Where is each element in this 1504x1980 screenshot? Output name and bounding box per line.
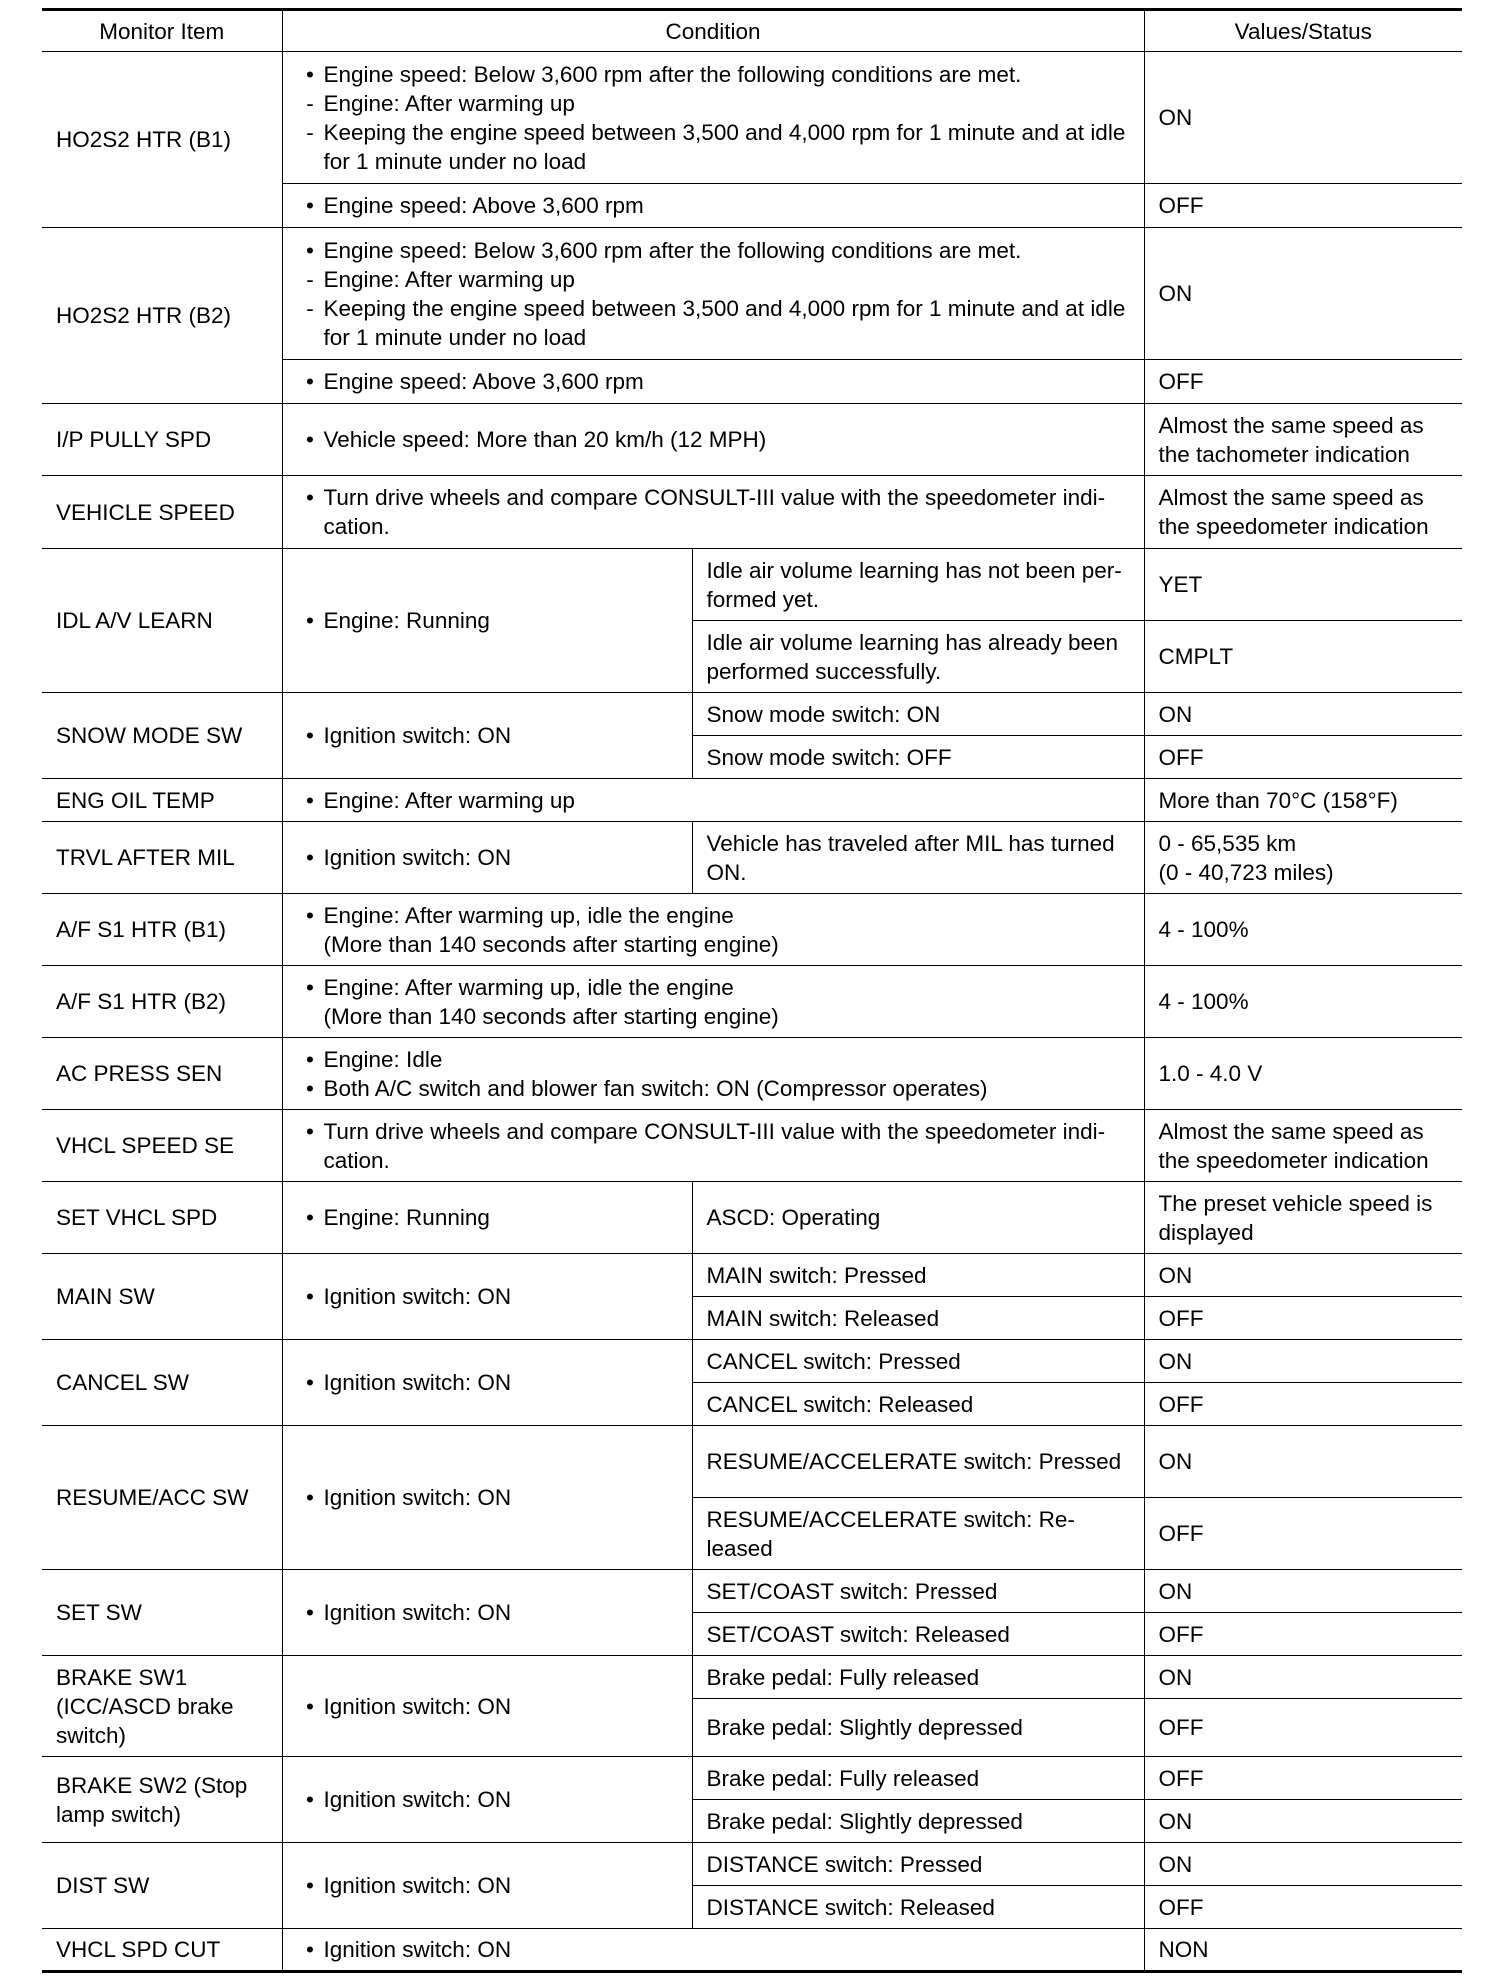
condition-text: Engine speed: Below 3,600 rpm after the following conditions are met. bbox=[323, 61, 1022, 87]
condition bbox=[282, 476, 1144, 549]
sub-condition: RESUME/ACCELERATE switch: Pressed bbox=[692, 1426, 1144, 1498]
value-status: ON bbox=[1144, 1426, 1462, 1498]
value-status bbox=[1144, 822, 1462, 894]
bullet-icon: • bbox=[306, 193, 314, 218]
condition-text: Engine: Idle bbox=[323, 1046, 443, 1072]
condition-text: Ignition switch: ON bbox=[323, 1693, 512, 1719]
bullet-icon: • bbox=[306, 1118, 314, 1144]
monitor-item: A/F S1 HTR (B1) bbox=[42, 894, 282, 966]
monitor-item: HO2S2 HTR (B2) bbox=[42, 228, 282, 404]
condition-text: Engine speed: Above 3,600 rpm bbox=[323, 193, 644, 218]
monitor-item: TRVL AFTER MIL bbox=[42, 822, 282, 894]
monitor-item: CANCEL SW bbox=[42, 1340, 282, 1426]
condition-text: Engine: After warming up, idle the engine bbox=[323, 902, 734, 928]
value-line: Almost the same speed as bbox=[1158, 412, 1424, 438]
condition-line bbox=[297, 191, 1130, 220]
sub-condition: DISTANCE switch: Released bbox=[692, 1886, 1144, 1929]
table-row bbox=[42, 1843, 1462, 1886]
condition bbox=[282, 966, 1144, 1038]
sub-condition: Snow mode switch: ON bbox=[692, 693, 1144, 736]
bullet-icon: • bbox=[306, 1600, 314, 1625]
value-line: displayed bbox=[1158, 1219, 1254, 1245]
value-status: YET bbox=[1144, 549, 1462, 621]
sub-condition: Brake pedal: Slightly depressed bbox=[692, 1699, 1144, 1757]
value-line: More than 70°C (158°F) bbox=[1158, 787, 1398, 813]
table-row bbox=[42, 822, 1462, 894]
condition bbox=[282, 1929, 1144, 1972]
value-status: OFF bbox=[1144, 1498, 1462, 1570]
value-line: The preset vehicle speed is bbox=[1158, 1190, 1433, 1216]
sub-condition: DISTANCE switch: Pressed bbox=[692, 1843, 1144, 1886]
monitor-item: BRAKE SW2 (Stop lamp switch) bbox=[42, 1757, 282, 1843]
condition-text: Engine: After warming up bbox=[323, 90, 575, 116]
table-row bbox=[42, 1038, 1462, 1110]
condition-text: Ignition switch: ON bbox=[323, 1937, 512, 1962]
sub-condition: Snow mode switch: OFF bbox=[692, 736, 1144, 779]
condition-line bbox=[297, 1598, 678, 1627]
condition-text: Ignition switch: ON bbox=[323, 1873, 512, 1898]
dash-icon: - bbox=[306, 295, 314, 321]
sub-condition: CANCEL switch: Pressed bbox=[692, 1340, 1144, 1383]
bullet-icon: • bbox=[306, 1937, 314, 1962]
indent-spacer bbox=[297, 930, 324, 959]
condition-text: Turn drive wheels and compare CONSULT-III value with the speedometer indi-cation. bbox=[323, 485, 1106, 539]
condition-line bbox=[297, 1117, 1130, 1175]
sub-condition: Idle air volume learning has not been per-formed yet. bbox=[692, 549, 1144, 621]
value-line: NON bbox=[1158, 1937, 1209, 1962]
condition-text: Ignition switch: ON bbox=[323, 845, 512, 870]
value-line: 4 - 100% bbox=[1158, 917, 1249, 942]
bullet-icon: • bbox=[306, 845, 314, 870]
monitor-item-table-page bbox=[42, 8, 1462, 1973]
table-row bbox=[42, 1182, 1462, 1254]
sub-condition: Idle air volume learning has already been performed successfully. bbox=[692, 621, 1144, 693]
condition-text: (More than 140 seconds after starting engine) bbox=[323, 1003, 779, 1029]
table-row bbox=[42, 894, 1462, 966]
value-line: (0 - 40,723 miles) bbox=[1158, 859, 1334, 885]
monitor-item-table bbox=[42, 8, 1462, 1973]
bullet-icon: • bbox=[306, 1370, 314, 1395]
condition-line bbox=[297, 1368, 678, 1397]
condition-text: Engine: Running bbox=[323, 608, 490, 633]
condition bbox=[282, 1110, 1144, 1182]
value-status bbox=[1144, 966, 1462, 1038]
value-status bbox=[1144, 1110, 1462, 1182]
condition-line bbox=[297, 786, 1130, 815]
bullet-icon: • bbox=[306, 485, 314, 510]
condition-text: Vehicle speed: More than 20 km/h (12 MPH) bbox=[323, 427, 767, 452]
bullet-icon: • bbox=[306, 1873, 314, 1898]
condition-text: Engine speed: Above 3,600 rpm bbox=[323, 369, 644, 394]
table-row bbox=[42, 404, 1462, 476]
bullet-icon: • bbox=[306, 1046, 314, 1072]
table-row bbox=[42, 1656, 1462, 1699]
condition-line bbox=[297, 1002, 1130, 1031]
condition-text: Ignition switch: ON bbox=[323, 1787, 512, 1812]
indent-spacer bbox=[297, 1002, 324, 1031]
monitor-item: AC PRESS SEN bbox=[42, 1038, 282, 1110]
table-row bbox=[42, 693, 1462, 736]
table-row bbox=[42, 779, 1462, 822]
monitor-item: A/F S1 HTR (B2) bbox=[42, 966, 282, 1038]
condition bbox=[282, 52, 1144, 184]
condition-text: Keeping the engine speed between 3,500 and 4,000 rpm for 1 minute and at idle for 1 minute under no load bbox=[323, 295, 1126, 350]
dash-icon: - bbox=[306, 119, 314, 145]
bullet-icon: • bbox=[306, 1075, 314, 1101]
value-status: OFF bbox=[1144, 1613, 1462, 1656]
value-status bbox=[1144, 476, 1462, 549]
monitor-item: MAIN SW bbox=[42, 1254, 282, 1340]
condition-text: (More than 140 seconds after starting engine) bbox=[323, 931, 779, 957]
header-row bbox=[42, 10, 1462, 52]
bullet-icon: • bbox=[306, 608, 314, 633]
value-status: ON bbox=[1144, 1254, 1462, 1297]
table-row bbox=[42, 476, 1462, 549]
condition-text: Ignition switch: ON bbox=[323, 1370, 512, 1395]
bullet-icon: • bbox=[306, 369, 314, 394]
condition bbox=[282, 404, 1144, 476]
condition-text: Ignition switch: ON bbox=[323, 1284, 512, 1309]
condition-line bbox=[297, 1045, 1130, 1074]
condition bbox=[282, 360, 1144, 404]
value-status bbox=[1144, 1182, 1462, 1254]
condition-text: Ignition switch: ON bbox=[323, 1485, 512, 1510]
condition-text: Engine: After warming up, idle the engine bbox=[323, 974, 734, 1000]
condition-text: Engine: After warming up bbox=[323, 787, 575, 813]
sub-condition: ASCD: Operating bbox=[692, 1182, 1144, 1254]
condition-text: Ignition switch: ON bbox=[323, 723, 512, 748]
condition-line bbox=[297, 425, 1130, 454]
sub-condition: RESUME/ACCELERATE switch: Re-leased bbox=[692, 1498, 1144, 1570]
condition-text: Engine speed: Below 3,600 rpm after the following conditions are met. bbox=[323, 237, 1022, 263]
value-status: OFF bbox=[1144, 1757, 1462, 1800]
table-row bbox=[42, 1757, 1462, 1800]
condition-line bbox=[297, 1935, 1130, 1964]
condition bbox=[282, 894, 1144, 966]
table-row bbox=[42, 1340, 1462, 1383]
bullet-icon: • bbox=[306, 1205, 314, 1230]
condition-line bbox=[297, 843, 678, 872]
table-row bbox=[42, 1570, 1462, 1613]
condition-line bbox=[297, 483, 1130, 541]
table-row bbox=[42, 1426, 1462, 1498]
sub-condition: Brake pedal: Fully released bbox=[692, 1757, 1144, 1800]
condition bbox=[282, 822, 692, 894]
value-status: ON bbox=[1144, 228, 1462, 360]
condition-text: Keeping the engine speed between 3,500 and 4,000 rpm for 1 minute and at idle for 1 minute under no load bbox=[323, 119, 1126, 174]
monitor-item: I/P PULLY SPD bbox=[42, 404, 282, 476]
bullet-icon: • bbox=[306, 787, 314, 813]
sub-condition: SET/COAST switch: Released bbox=[692, 1613, 1144, 1656]
condition-line bbox=[297, 265, 1130, 294]
condition-line bbox=[297, 1282, 678, 1311]
condition-line bbox=[297, 1074, 1130, 1103]
dash-icon: - bbox=[306, 266, 314, 292]
condition-line bbox=[297, 236, 1130, 265]
value-status bbox=[1144, 1038, 1462, 1110]
condition-line bbox=[297, 901, 1130, 930]
condition-text: Ignition switch: ON bbox=[323, 1600, 512, 1625]
monitor-item: SNOW MODE SW bbox=[42, 693, 282, 779]
monitor-item: BRAKE SW1 (ICC/ASCD brake switch) bbox=[42, 1656, 282, 1757]
dash-icon: - bbox=[306, 90, 314, 116]
sub-condition: Vehicle has traveled after MIL has turned ON. bbox=[692, 822, 1144, 894]
monitor-item: HO2S2 HTR (B1) bbox=[42, 52, 282, 228]
condition-line bbox=[297, 294, 1130, 352]
value-status: OFF bbox=[1144, 1297, 1462, 1340]
table-row bbox=[42, 1254, 1462, 1297]
header-monitor-item: Monitor Item bbox=[42, 10, 282, 52]
value-status: ON bbox=[1144, 52, 1462, 184]
value-status bbox=[1144, 894, 1462, 966]
value-status bbox=[1144, 1929, 1462, 1972]
condition-line bbox=[297, 1483, 678, 1512]
condition-line bbox=[297, 973, 1130, 1002]
sub-condition: Brake pedal: Fully released bbox=[692, 1656, 1144, 1699]
condition-line bbox=[297, 606, 678, 635]
condition bbox=[282, 184, 1144, 228]
monitor-item: SET SW bbox=[42, 1570, 282, 1656]
table-row bbox=[42, 549, 1462, 621]
bullet-icon: • bbox=[306, 1693, 314, 1719]
table-row bbox=[42, 1929, 1462, 1972]
sub-condition: CANCEL switch: Released bbox=[692, 1383, 1144, 1426]
sub-condition: MAIN switch: Pressed bbox=[692, 1254, 1144, 1297]
monitor-item: SET VHCL SPD bbox=[42, 1182, 282, 1254]
sub-condition: SET/COAST switch: Pressed bbox=[692, 1570, 1144, 1613]
table-row bbox=[42, 228, 1462, 360]
value-status: ON bbox=[1144, 1340, 1462, 1383]
monitor-item: ENG OIL TEMP bbox=[42, 779, 282, 822]
condition-line bbox=[297, 1871, 678, 1900]
condition-text: Engine: After warming up bbox=[323, 266, 575, 292]
condition bbox=[282, 1254, 692, 1340]
condition-text: Engine: Running bbox=[323, 1205, 490, 1230]
bullet-icon: • bbox=[306, 974, 314, 1000]
value-status: OFF bbox=[1144, 1886, 1462, 1929]
bullet-icon: • bbox=[306, 427, 314, 452]
value-status: ON bbox=[1144, 1570, 1462, 1613]
value-line: the speedometer indication bbox=[1158, 514, 1429, 539]
monitor-item: IDL A/V LEARN bbox=[42, 549, 282, 693]
condition-line bbox=[297, 721, 678, 750]
condition bbox=[282, 1182, 692, 1254]
condition bbox=[282, 1340, 692, 1426]
condition-line bbox=[297, 1692, 678, 1721]
value-status: OFF bbox=[1144, 360, 1462, 404]
bullet-icon: • bbox=[306, 1485, 314, 1510]
value-status: ON bbox=[1144, 1656, 1462, 1699]
value-line: 0 - 65,535 km bbox=[1158, 830, 1297, 856]
value-status: ON bbox=[1144, 693, 1462, 736]
monitor-item: VHCL SPD CUT bbox=[42, 1929, 282, 1972]
condition-text: Turn drive wheels and compare CONSULT-III value with the speedometer indi-cation. bbox=[323, 1118, 1106, 1173]
value-status: OFF bbox=[1144, 184, 1462, 228]
condition bbox=[282, 1038, 1144, 1110]
monitor-item: VHCL SPEED SE bbox=[42, 1110, 282, 1182]
value-status: ON bbox=[1144, 1843, 1462, 1886]
condition-text: Both A/C switch and blower fan switch: ON (Compressor operates) bbox=[323, 1075, 988, 1101]
condition-line bbox=[297, 1203, 678, 1232]
condition bbox=[282, 1570, 692, 1656]
header-values-status: Values/Status bbox=[1144, 10, 1462, 52]
monitor-item: RESUME/ACC SW bbox=[42, 1426, 282, 1570]
condition-line bbox=[297, 1785, 678, 1814]
sub-condition: MAIN switch: Released bbox=[692, 1297, 1144, 1340]
bullet-icon: • bbox=[306, 237, 314, 263]
table-row bbox=[42, 966, 1462, 1038]
condition bbox=[282, 779, 1144, 822]
condition bbox=[282, 1757, 692, 1843]
table-row bbox=[42, 52, 1462, 184]
value-status bbox=[1144, 404, 1462, 476]
bullet-icon: • bbox=[306, 1284, 314, 1309]
value-status bbox=[1144, 779, 1462, 822]
monitor-item: VEHICLE SPEED bbox=[42, 476, 282, 549]
condition bbox=[282, 549, 692, 693]
value-status: OFF bbox=[1144, 736, 1462, 779]
value-status: OFF bbox=[1144, 1383, 1462, 1426]
value-line: the tachometer indication bbox=[1158, 441, 1410, 467]
condition-line bbox=[297, 367, 1130, 396]
value-line: 1.0 - 4.0 V bbox=[1158, 1061, 1263, 1086]
table-row bbox=[42, 1110, 1462, 1182]
condition-line bbox=[297, 118, 1130, 176]
condition bbox=[282, 1426, 692, 1570]
value-line: 4 - 100% bbox=[1158, 989, 1249, 1014]
bullet-icon: • bbox=[306, 1787, 314, 1812]
monitor-item: DIST SW bbox=[42, 1843, 282, 1929]
value-status: ON bbox=[1144, 1800, 1462, 1843]
value-line: Almost the same speed as bbox=[1158, 485, 1424, 510]
value-line: Almost the same speed as bbox=[1158, 1118, 1424, 1144]
value-line: the speedometer indication bbox=[1158, 1147, 1429, 1173]
value-status: CMPLT bbox=[1144, 621, 1462, 693]
condition-line bbox=[297, 930, 1130, 959]
header-condition: Condition bbox=[282, 10, 1144, 52]
bullet-icon: • bbox=[306, 902, 314, 928]
condition-line bbox=[297, 89, 1130, 118]
condition bbox=[282, 1656, 692, 1757]
condition bbox=[282, 1843, 692, 1929]
condition bbox=[282, 228, 1144, 360]
condition-line bbox=[297, 60, 1130, 89]
condition bbox=[282, 693, 692, 779]
bullet-icon: • bbox=[306, 61, 314, 87]
sub-condition: Brake pedal: Slightly depressed bbox=[692, 1800, 1144, 1843]
bullet-icon: • bbox=[306, 723, 314, 748]
value-status: OFF bbox=[1144, 1699, 1462, 1757]
